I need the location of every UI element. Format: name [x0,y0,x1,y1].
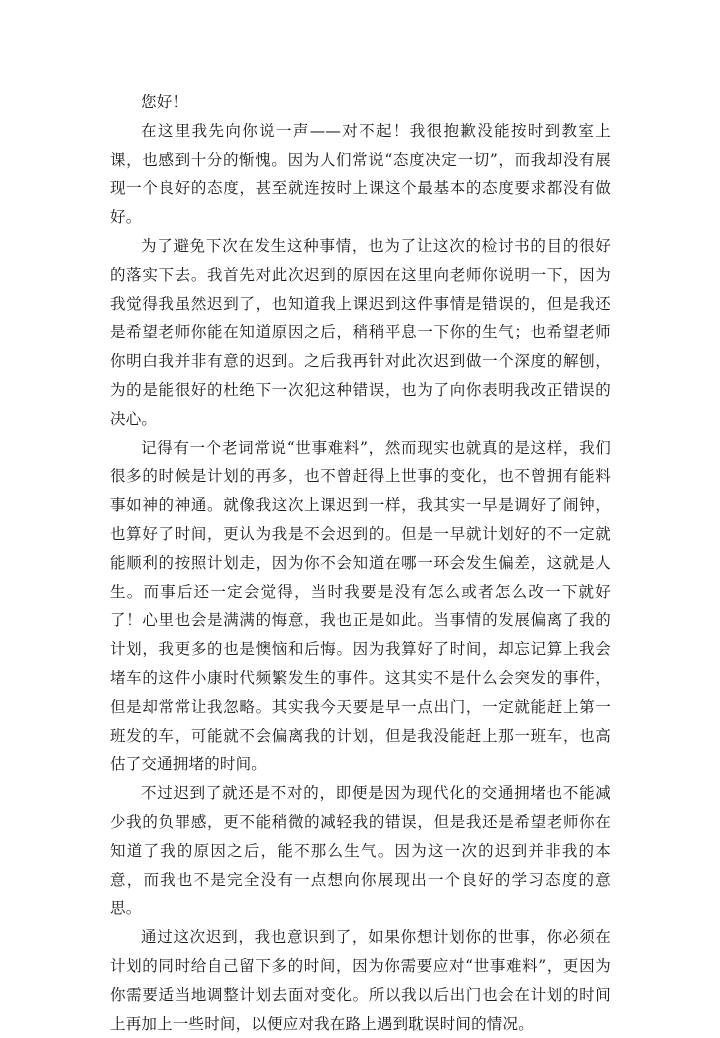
letter-greeting: 您好！ [141,93,189,111]
letter-paragraph-1: 在这里我先向你说一声——对不起！我很抱歉没能按时到教室上课，也感到十分的惭愧。因为人们常说“态度决定一切”，而我却没有展现一个良好的态度，甚至就连按时上课这个最基本的态度要求都没有做好。 [110,121,611,227]
letter-paragraph-3: 记得有一个老词常说“世事难料”，然而现实也就真的是这样，我们很多的时候是计划的再多，也不曾赶得上世事的变化，也不曾拥有能料事如神的神通。就像我这次上课迟到一样，我其实一早是调好了闹钟，也算好了时间，更认为我是不会迟到的。但是一早就计划好的不一定就能顺利的按照计划走，因为你不会知道在哪一环会发生偏差，这就是人生。而事后还一定会觉得，当时我要是没有怎么或者怎么改一下就好了！心里也会是满满的悔意，我也正是如此。当事情的发展偏离了我的计划，我更多的也是懊恼和后悔。因为我算好了时间，却忘记算上我会堵车的这件小康时代频繁发生的事件。这其实不是什么会突发的事件，但是却常常让我忽略。其实我今天要是早一点出门，一定就能赶上第一班发的车，可能就不会偏离我的计划，但是我没能赶上那一班车，也高估了交通拥堵的时间。 [110,438,611,774]
letter-paragraph-2: 为了避免下次在发生这种事情，也为了让这次的检讨书的目的很好的落实下去。我首先对此次迟到的原因在这里向老师你说明一下，因为我觉得我虽然迟到了，也知道我上课迟到这件事情是错误的，但是我还是希望老师你能在知道原因之后，稍稍平息一下你的生气；也希望老师你明白我并非有意的迟到。之后我再针对此次迟到做一个深度的解刨，为的是能很好的杜绝下一次犯这种错误，也为了向你表明我改正错误的决心。 [110,236,611,428]
letter-body [110,88,611,1038]
letter-paragraph-5: 通过这次迟到，我也意识到了，如果你想计划你的世事，你必须在计划的同时给自己留下多的时间，因为你需要应对“世事难料”，更因为你需要适当地调整计划去面对变化。所以我以后出门也会在计划的时间上再加上一些时间，以便应对我在路上遇到耽误时间的情况。 [110,928,611,1033]
letter-paragraph-4: 不过迟到了就还是不对的，即便是因为现代化的交通拥堵也不能减少我的负罪感，更不能稍微的减轻我的错误，但是我还是希望老师你在知道了我的原因之后，能不那么生气。因为这一次的迟到并非我的本意，而我也不是完全没有一点想向你展现出一个良好的学习态度的意思。 [110,784,611,918]
